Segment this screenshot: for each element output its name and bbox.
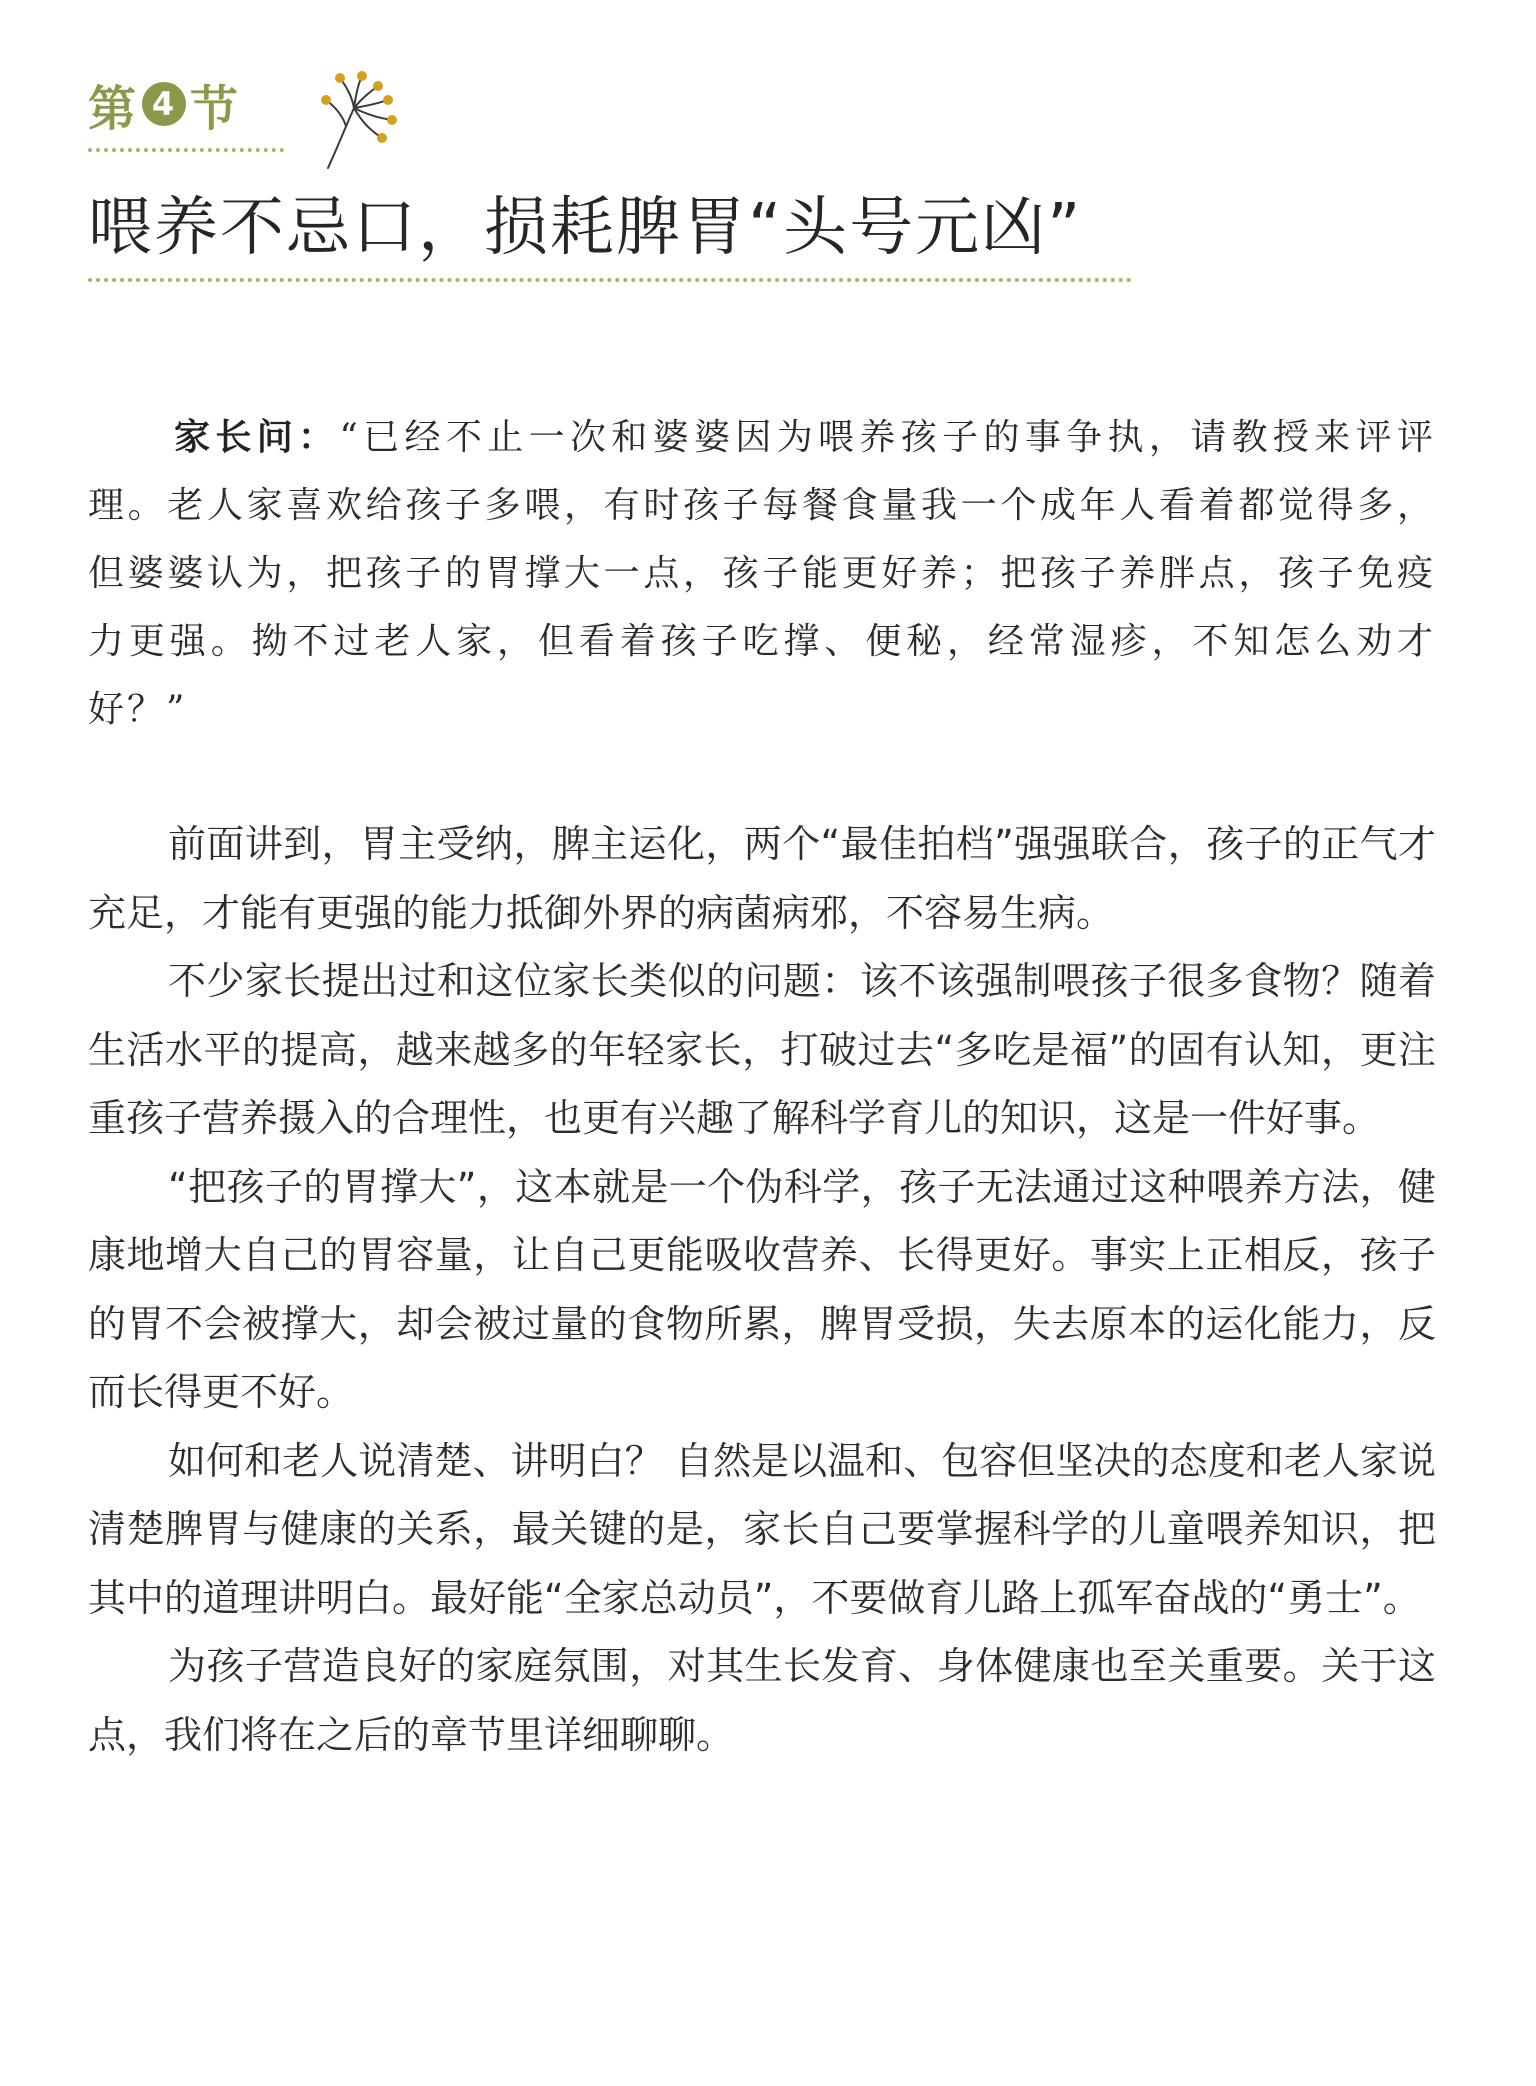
section-label: [88, 74, 241, 137]
body-paragraph: 前面讲到，胃主受纳，脾主运化，两个“最佳拍档”强强联合，孩子的正气才充足，才能有更强的能力抵御外界的病菌病邪，不容易生病。: [88, 822, 1436, 935]
body-paragraph: “把孩子的胃撑大”，这本就是一个伪科学，孩子无法通过这种喂养方法，健康地增大自己的胃容量，让自己更能吸收营养、长得更好。事实上正相反，孩子的胃不会被撑大，却会被过量的食物所累，脾胃受损，失去原本的运化能力，反而长得更不好。: [88, 1164, 1436, 1414]
title-divider: [88, 278, 1132, 282]
body-paragraph: 如何和老人说清楚、讲明白？ 自然是以温和、包容但坚决的态度和老人家说清楚脾胃与健康的关系，最关键的是，家长自己要掌握科学的儿童喂养知识，把其中的道理讲明白。最好能“全家总动员”，不要做育儿路上孤军奋战的“勇士”。: [88, 1438, 1436, 1620]
body-paragraph: 不少家长提出过和这位家长类似的问题：该不该强制喂孩子很多食物？随着生活水平的提高，越来越多的年轻家长，打破过去“多吃是福”的固有认知，更注重孩子营养摄入的合理性，也更有兴趣了解科学育儿的知识，这是一件好事。: [88, 959, 1436, 1140]
page-title: 喂养不忌口，损耗脾胃“头号元凶”: [88, 191, 1083, 265]
section-prefix: 第: [88, 80, 139, 137]
question-label: 家长问：: [174, 417, 340, 458]
article-body: [88, 810, 1436, 1769]
section-number-badge: 4: [142, 82, 186, 126]
parent-question: [88, 404, 1436, 744]
question-text: “已经不止一次和婆婆因为喂养孩子的事争执，请教授来评评理。老人家喜欢给孩子多喂，有时孩子每餐食量我一个成年人看着都觉得多，但婆婆认为，把孩子的胃撑大一点，孩子能更好养；把孩子养胖点，孩子免疫力更强。拗不过老人家，但看着孩子吃撑、便秘，经常湿疹，不知怎么劝才好？”: [88, 417, 1436, 730]
section-label-divider: [88, 148, 284, 152]
body-paragraph: 为孩子营造良好的家庭氛围，对其生长发育、身体健康也至关重要。关于这点，我们将在之后的章节里详细聊聊。: [88, 1644, 1436, 1757]
section-suffix: 节: [190, 80, 241, 137]
flower-sprig-icon: [316, 68, 406, 172]
